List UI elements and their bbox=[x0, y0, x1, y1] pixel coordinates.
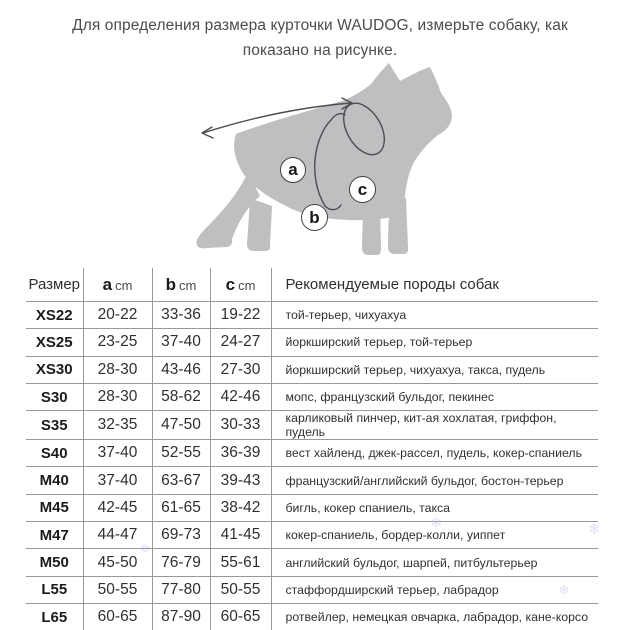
intro-text: Для определения размера курточки WAUDOG, измерьте собаку, как показано на рисунке. bbox=[72, 17, 568, 59]
cell-breeds: вест хайленд, джек-рассел, пудель, кокер-спаниель bbox=[271, 440, 598, 467]
table-row bbox=[26, 411, 598, 440]
cell-size: M50 bbox=[26, 549, 83, 576]
measure-unit: cm bbox=[238, 277, 256, 293]
table-header-row bbox=[26, 268, 598, 302]
table-row bbox=[26, 329, 598, 356]
cell-c: 60-65 bbox=[210, 603, 271, 630]
table-row bbox=[26, 603, 598, 630]
cell-c: 39-43 bbox=[210, 467, 271, 494]
measure-badge-b bbox=[301, 204, 328, 231]
cell-c: 50-55 bbox=[210, 576, 271, 603]
cell-breeds: стаффордширский терьер, лабрадор bbox=[271, 576, 598, 603]
cell-c: 19-22 bbox=[210, 302, 271, 329]
cell-a: 23-25 bbox=[83, 329, 152, 356]
snowflake-watermark: ❄ bbox=[430, 515, 443, 532]
table-row bbox=[26, 440, 598, 467]
cell-b: 43-46 bbox=[152, 356, 210, 383]
table-row bbox=[26, 467, 598, 494]
cell-c: 36-39 bbox=[210, 440, 271, 467]
size-table bbox=[26, 268, 598, 630]
cell-b: 77-80 bbox=[152, 576, 210, 603]
measure-letter: b bbox=[165, 274, 177, 294]
measure-unit: cm bbox=[179, 277, 197, 293]
cell-b: 33-36 bbox=[152, 302, 210, 329]
cell-size: S30 bbox=[26, 383, 83, 410]
cell-size: M47 bbox=[26, 522, 83, 549]
cell-size: L65 bbox=[26, 603, 83, 630]
snowflake-watermark: ❄ bbox=[588, 521, 601, 538]
cell-breeds: йоркширский терьер, той-терьер bbox=[271, 329, 598, 356]
table-row bbox=[26, 522, 598, 549]
cell-size: M45 bbox=[26, 494, 83, 521]
snowflake-watermark: ❄ bbox=[558, 582, 570, 598]
cell-breeds: йоркширский терьер, чихуахуа, такса, пудель bbox=[271, 356, 598, 383]
cell-c: 55-61 bbox=[210, 549, 271, 576]
size-table-body bbox=[26, 302, 598, 630]
cell-c: 24-27 bbox=[210, 329, 271, 356]
table-row bbox=[26, 576, 598, 603]
cell-breeds: карликовый пинчер, кит-ая хохлатая, гриффон, пудель bbox=[271, 411, 598, 440]
cell-size: L55 bbox=[26, 576, 83, 603]
cell-b: 61-65 bbox=[152, 494, 210, 521]
cell-a: 32-35 bbox=[83, 411, 152, 440]
cell-size: S40 bbox=[26, 440, 83, 467]
table-row bbox=[26, 302, 598, 329]
cell-size: XS30 bbox=[26, 356, 83, 383]
cell-breeds: английский бульдог, шарпей, питбультерьер bbox=[271, 549, 598, 576]
snowflake-watermark: ❄ bbox=[140, 541, 151, 556]
cell-c: 30-33 bbox=[210, 411, 271, 440]
dog-measurement-figure bbox=[0, 53, 640, 267]
cell-b: 52-55 bbox=[152, 440, 210, 467]
cell-a: 28-30 bbox=[83, 356, 152, 383]
cell-c: 38-42 bbox=[210, 494, 271, 521]
cell-breeds: мопс, французский бульдог, пекинес bbox=[271, 383, 598, 410]
dog-illustration bbox=[0, 53, 640, 267]
table-row bbox=[26, 383, 598, 410]
cell-a: 45-50 bbox=[83, 549, 152, 576]
measure-badge-c bbox=[349, 176, 376, 203]
cell-a: 44-47 bbox=[83, 522, 152, 549]
cell-c: 27-30 bbox=[210, 356, 271, 383]
cell-a: 37-40 bbox=[83, 467, 152, 494]
column-header-a bbox=[83, 268, 152, 302]
cell-breeds: ротвейлер, немецкая овчарка, лабрадор, кане-корсо bbox=[271, 603, 598, 630]
cell-a: 60-65 bbox=[83, 603, 152, 630]
cell-a: 42-45 bbox=[83, 494, 152, 521]
column-header-c bbox=[210, 268, 271, 302]
cell-b: 37-40 bbox=[152, 329, 210, 356]
size-column-header: Размер bbox=[26, 268, 83, 302]
cell-a: 37-40 bbox=[83, 440, 152, 467]
cell-a: 20-22 bbox=[83, 302, 152, 329]
measure-unit: cm bbox=[115, 277, 133, 293]
measure-badge-a bbox=[280, 157, 306, 183]
cell-breeds: французский/английский бульдог, бостон-терьер bbox=[271, 467, 598, 494]
cell-b: 76-79 bbox=[152, 549, 210, 576]
badge-letter: a bbox=[288, 160, 298, 179]
cell-size: S35 bbox=[26, 411, 83, 440]
cell-b: 63-67 bbox=[152, 467, 210, 494]
cell-b: 69-73 bbox=[152, 522, 210, 549]
table-row bbox=[26, 494, 598, 521]
breeds-column-header: Рекомендуемые породы собак bbox=[271, 268, 598, 302]
cell-b: 87-90 bbox=[152, 603, 210, 630]
cell-b: 47-50 bbox=[152, 411, 210, 440]
cell-breeds: бигль, кокер спаниель, такса bbox=[271, 494, 598, 521]
cell-c: 41-45 bbox=[210, 522, 271, 549]
table-row bbox=[26, 356, 598, 383]
cell-size: XS25 bbox=[26, 329, 83, 356]
badge-letter: c bbox=[357, 179, 368, 199]
measure-letter: a bbox=[102, 274, 113, 294]
cell-b: 58-62 bbox=[152, 383, 210, 410]
table-row bbox=[26, 549, 598, 576]
arrow-head-left bbox=[202, 127, 213, 138]
measure-letter: c bbox=[225, 274, 236, 294]
cell-breeds: той-терьер, чихуахуа bbox=[271, 302, 598, 329]
cell-a: 50-55 bbox=[83, 576, 152, 603]
cell-size: XS22 bbox=[26, 302, 83, 329]
cell-size: M40 bbox=[26, 467, 83, 494]
badge-letter: b bbox=[309, 207, 320, 227]
cell-breeds: кокер-спаниель, бордер-колли, уиппет bbox=[271, 522, 598, 549]
column-header-b bbox=[152, 268, 210, 302]
cell-a: 28-30 bbox=[83, 383, 152, 410]
cell-c: 42-46 bbox=[210, 383, 271, 410]
